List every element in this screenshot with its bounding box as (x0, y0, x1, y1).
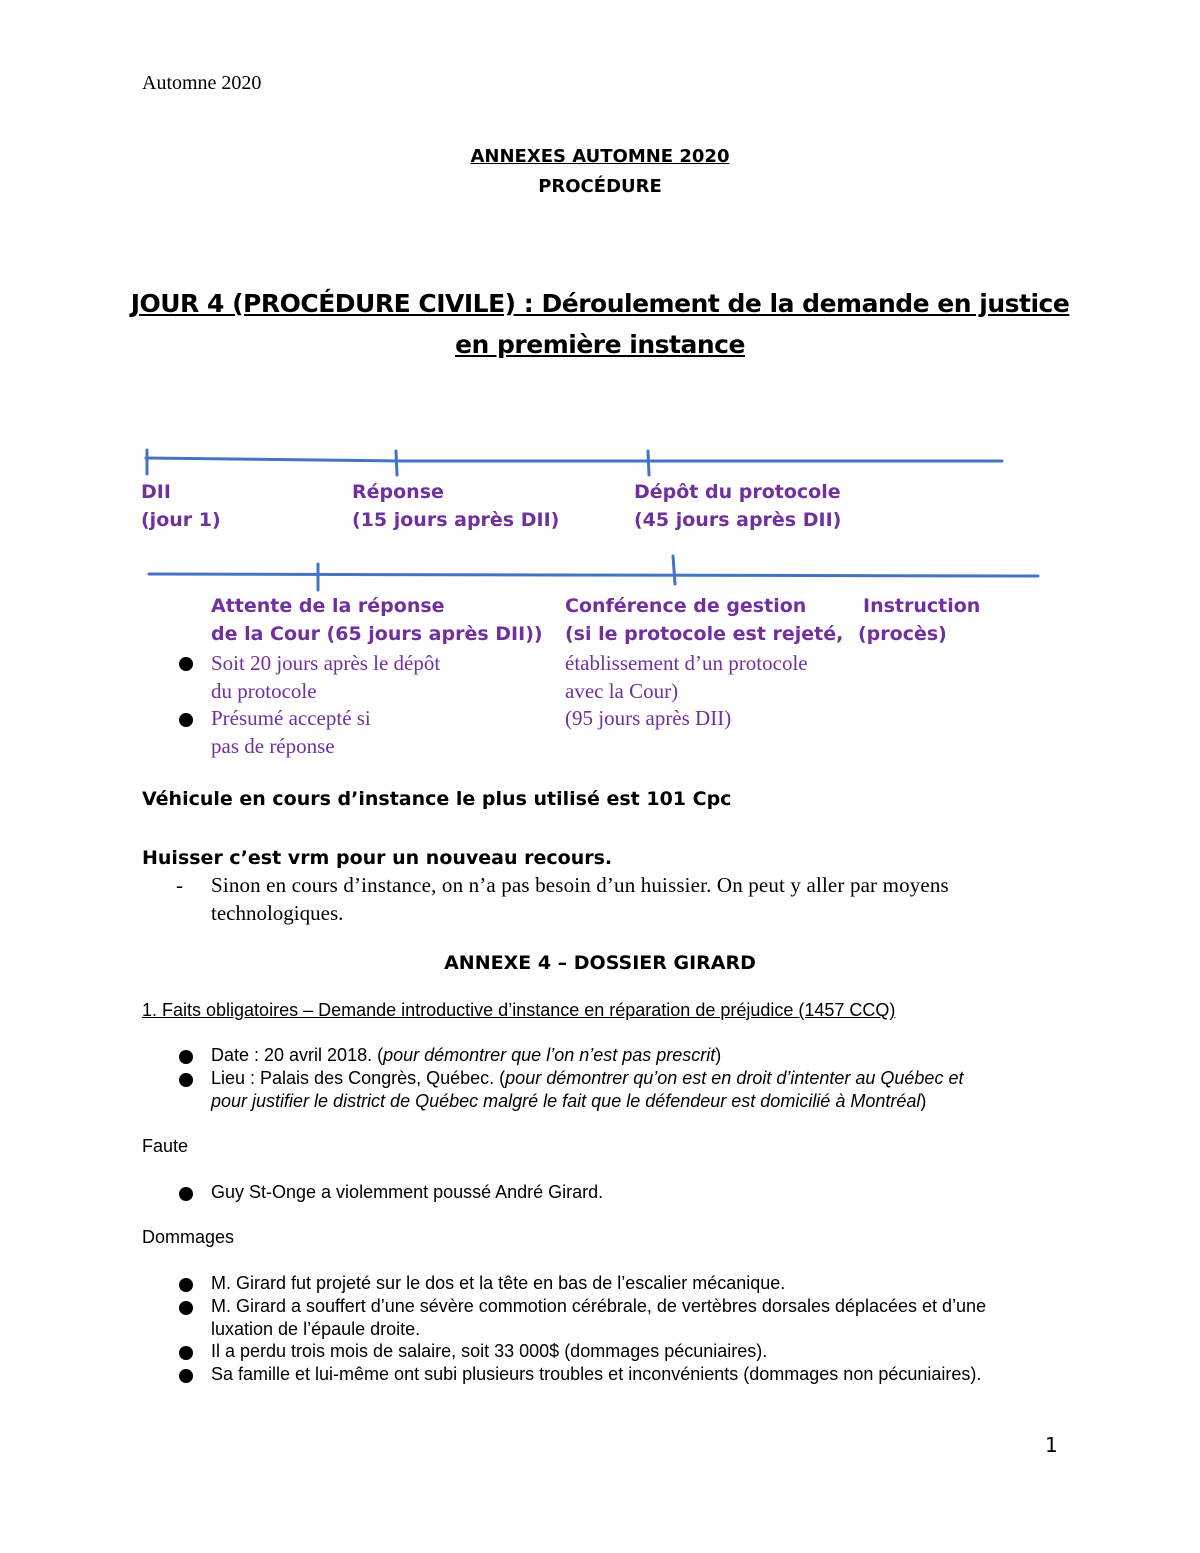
bullet-icon (179, 657, 193, 671)
dommages-item-2-l1: M. Girard a souffert d’une sévère commotion cérébrale, de vertèbres dorsales déplacées et d’une (211, 1296, 987, 1316)
timeline-bottom-line (149, 574, 1038, 576)
instruction-label-l1: Instruction (863, 595, 981, 617)
conference-label-l4: avec la Cour) (565, 679, 679, 703)
section-heading-line1: JOUR 4 (PROCÉDURE CIVILE) : Déroulement de la demande en justice (130, 289, 1070, 318)
note-vehicule: Véhicule en cours d’instance le plus utilisé est 101 Cpc (142, 788, 732, 810)
annexe-title: ANNEXE 4 – DOSSIER GIRARD (444, 952, 756, 974)
bullet-icon (179, 1187, 193, 1201)
timeline-dii-label: DII (141, 481, 171, 503)
faute-heading: Faute (142, 1136, 189, 1156)
annexe-lieu-item-l2: pour justifier le district de Québec malgré le fait que le défendeur est domicilié à Montréal) (211, 1091, 927, 1111)
timeline-protocole-label: Dépôt du protocole (634, 481, 841, 503)
timeline-protocole-sub: (45 jours après DII) (634, 509, 842, 531)
header-term: Automne 2020 (142, 72, 262, 94)
doc-title-line2: PROCÉDURE (538, 176, 662, 197)
timeline-top-tick-protocole (648, 451, 649, 475)
conference-label-l1: Conférence de gestion (565, 595, 807, 617)
annexe-section1: 1. Faits obligatoires – Demande introductive d’instance en réparation de préjudice (1457 CCQ) (142, 1000, 896, 1020)
doc-title-line1: ANNEXES AUTOMNE 2020 (470, 146, 730, 167)
attente-bullet1-l2: du protocole (211, 679, 317, 703)
dommages-heading: Dommages (142, 1227, 235, 1247)
page-number: 1 (1045, 1433, 1058, 1457)
attente-label-l2: de la Cour (65 jours après DII)) (211, 623, 543, 645)
bullet-icon (179, 1073, 193, 1087)
conference-label-l5: (95 jours après DII) (565, 706, 732, 730)
timeline-reponse-label: Réponse (352, 481, 444, 503)
bullet-icon (179, 1301, 193, 1315)
bullet-icon (179, 1050, 193, 1064)
timeline-bottom-tick-conference (673, 556, 675, 584)
bullet-icon (179, 1369, 193, 1383)
bullet-icon (179, 1278, 193, 1292)
note-sinon-l2: technologiques. (211, 901, 344, 925)
section-heading-line2: en première instance (455, 330, 745, 359)
annexe-date-item: Date : 20 avril 2018. (pour démontrer que l’on n’est pas prescrit) (211, 1045, 722, 1065)
note-huissier: Huisser c’est vrm pour un nouveau recours. (142, 847, 613, 869)
faute-item: Guy St-Onge a violemment poussé André Girard. (211, 1182, 604, 1202)
attente-bullet2-l2: pas de réponse (211, 734, 335, 758)
bullet-icon (179, 1346, 193, 1360)
note-dash: - (176, 873, 183, 897)
note-sinon-l1: Sinon en cours d’instance, on n’a pas besoin d’un huissier. On peut y aller par moyens (211, 873, 949, 897)
dommages-item-1: M. Girard fut projeté sur le dos et la tête en bas de l’escalier mécanique. (211, 1273, 786, 1293)
dommages-item-3: Il a perdu trois mois de salaire, soit 33 000$ (dommages pécuniaires). (211, 1341, 768, 1361)
timeline-top-tick-reponse (396, 451, 397, 475)
annexe-lieu-item-l1: Lieu : Palais des Congrès, Québec. (pour démontrer qu’on est en droit d’intenter au Québec et (211, 1068, 964, 1088)
dommages-item-4: Sa famille et lui-même ont subi plusieurs troubles et inconvénients (dommages non pécuniaires). (211, 1364, 982, 1384)
attente-bullet1-l1: Soit 20 jours après le dépôt (211, 651, 441, 675)
bullet-icon (179, 713, 193, 727)
attente-bullet2-l1: Présumé accepté si (211, 706, 371, 730)
instruction-label-l2: (procès) (858, 623, 947, 645)
timeline-reponse-sub: (15 jours après DII) (352, 509, 560, 531)
timeline-top-line (146, 458, 1002, 461)
dommages-item-2-l2: luxation de l’épaule droite. (211, 1319, 421, 1339)
conference-label-l2: (si le protocole est rejeté, (565, 623, 844, 645)
attente-label-l1: Attente de la réponse (211, 595, 445, 617)
conference-label-l3: établissement d’un protocole (565, 651, 808, 675)
timeline-dii-sub: (jour 1) (141, 509, 221, 531)
